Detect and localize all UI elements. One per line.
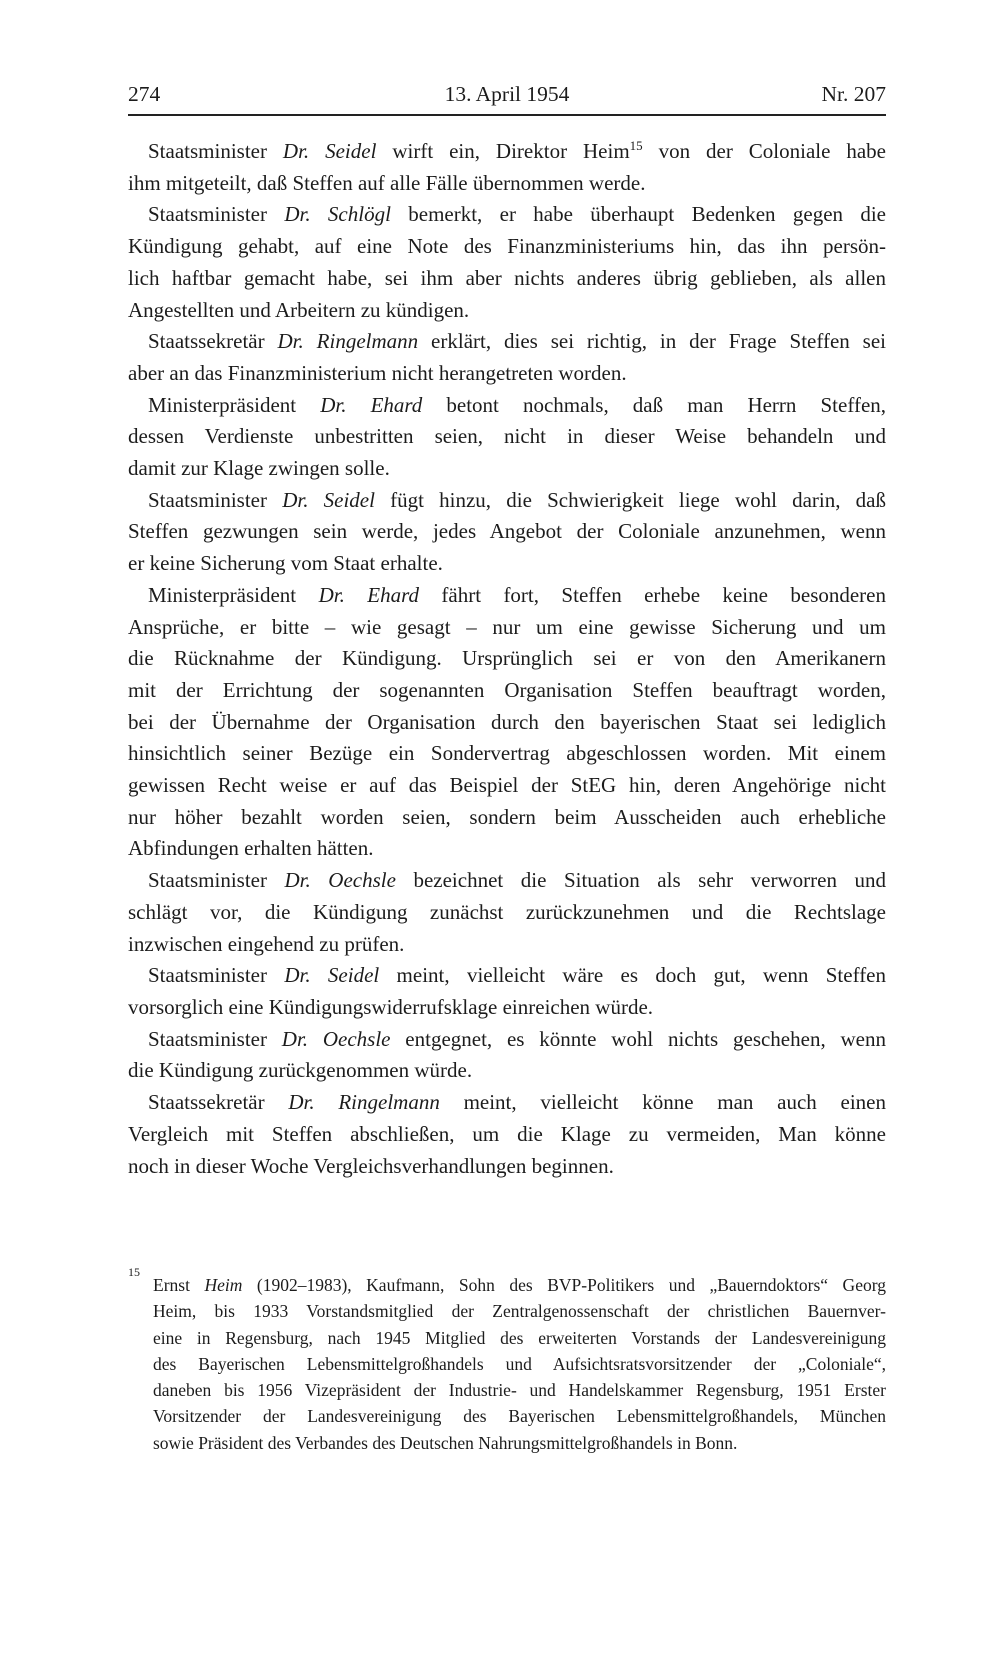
text-run: Angestellten und Arbeitern zu kündigen. <box>128 297 470 322</box>
text-line <box>128 485 886 517</box>
speaker-name: Dr. Ringelmann <box>277 329 419 354</box>
text-run: Heim, bis 1933 Vorstandsmitglied der Zentralgenossenschaft der christlichen Bauernver- <box>153 1301 886 1322</box>
text-line <box>128 136 886 168</box>
paragraph <box>128 1024 886 1087</box>
text-run: Staatssekretär <box>148 1090 289 1115</box>
text-run: die Rücknahme der Kündigung. Ursprünglich sei er von den Amerikanern <box>128 646 886 671</box>
text-run: Ministerpräsident <box>148 582 319 607</box>
text-line <box>128 929 886 961</box>
text-run: bemerkt, er habe überhaupt Bedenken gegen die <box>390 202 886 227</box>
text-run: Ministerpräsident <box>148 392 321 417</box>
text-line <box>128 516 886 548</box>
text-run: Kündigung gehabt, auf eine Note des Finanzministeriums hin, das ihn persön- <box>128 234 886 259</box>
text-run: Abfindungen erhalten hätten. <box>128 836 374 861</box>
text-run: lich haftbar gemacht habe, sei ihm aber nichts anderes übrig geblieben, als allen <box>128 265 886 290</box>
text-run: des Bayerischen Lebensmittelgroßhandels und Aufsichtsratsvorsitzender der „Coloniale“, <box>153 1353 886 1374</box>
text-line <box>128 992 886 1024</box>
text-line <box>128 421 886 453</box>
text-run: (1902–1983), Kaufmann, Sohn des BVP-Politikers und „Bauerndoktors“ Georg <box>242 1275 886 1295</box>
text-run: wirft ein, Direktor Heim <box>376 139 630 163</box>
text-line <box>128 802 886 834</box>
text-line <box>128 453 886 485</box>
text-run: fährt fort, Steffen erhebe keine besonderen <box>418 582 886 607</box>
text-line <box>128 390 886 422</box>
text-run: mit der Errichtung der sogenannten Organisation Steffen beauftragt worden, <box>128 677 886 702</box>
text-run: Vorsitzender der Landesvereinigung des Bayerischen Lebensmittelgroßhandels, München <box>153 1406 886 1427</box>
header-issue-number: Nr. 207 <box>821 82 886 106</box>
body-text <box>128 136 886 1182</box>
footnote-line <box>153 1298 886 1324</box>
paragraph <box>128 1087 886 1182</box>
text-run: daneben bis 1956 Vizepräsident der Industrie- und Handelskammer Regensburg, 1951 Erster <box>153 1380 886 1401</box>
text-run: damit zur Klage zwingen solle. <box>128 456 390 481</box>
text-line <box>128 643 886 675</box>
speaker-name: Dr. Ehard <box>320 392 423 417</box>
text-line <box>128 358 886 390</box>
text-run: Staatsminister <box>148 139 283 163</box>
speaker-name: Dr. Seidel <box>282 139 377 163</box>
text-run: sowie Präsident des Verbandes des Deutschen Nahrungsmittelgroßhandels in Bonn. <box>153 1432 738 1453</box>
speaker-name: Dr. Ehard <box>318 582 419 607</box>
text-line <box>128 707 886 739</box>
text-line <box>128 960 886 992</box>
speaker-name: Dr. Seidel <box>282 487 375 512</box>
text-run: die Kündigung zurückgenommen würde. <box>128 1058 473 1083</box>
text-line <box>128 897 886 929</box>
footnote-line <box>153 1403 886 1429</box>
text-run: Staatsminister <box>148 202 285 227</box>
text-run: nur höher bezahlt worden seien, sondern beim Ausscheiden auch erhebliche <box>128 804 886 829</box>
speaker-name: Dr. Oechsle <box>284 868 396 893</box>
header-date: 13. April 1954 <box>444 82 570 106</box>
text-line <box>128 548 886 580</box>
text-run: Ansprüche, er bitte – wie gesagt – nur um eine gewisse Sicherung und um <box>128 614 886 639</box>
text-line <box>128 865 886 897</box>
text-run: entgegnet, es könnte wohl nichts geschehen, wenn <box>390 1026 886 1051</box>
text-line <box>128 263 886 295</box>
text-line <box>128 1024 886 1056</box>
page-header <box>128 82 886 114</box>
footnote-line <box>153 1430 886 1456</box>
text-line <box>128 612 886 644</box>
footnote-line <box>153 1351 886 1377</box>
footnote-reference: 15 <box>629 138 643 153</box>
text-run: betont nochmals, daß man Herrn Steffen, <box>422 392 887 417</box>
paragraph <box>128 326 886 389</box>
text-run: inzwischen eingehend zu prüfen. <box>128 931 405 956</box>
text-run: Vergleich mit Steffen abschließen, um die Klage zu vermeiden, Man könne <box>128 1121 886 1146</box>
paragraph <box>128 865 886 960</box>
text-run: gewissen Recht weise er auf das Beispiel der StEG hin, deren Angehörige nicht <box>128 773 886 798</box>
footnote-section <box>128 1265 886 1456</box>
paragraph <box>128 580 886 865</box>
speaker-name: Heim <box>204 1275 243 1295</box>
text-run: erklärt, dies sei richtig, in der Frage Steffen sei <box>418 329 886 354</box>
text-line <box>128 833 886 865</box>
text-run: meint, vielleicht könne man auch einen <box>439 1090 887 1115</box>
paragraph <box>128 136 886 199</box>
text-line <box>128 199 886 231</box>
text-line <box>128 168 886 200</box>
text-run: meint, vielleicht wäre es doch gut, wenn Steffen <box>379 963 887 988</box>
text-run: Staatsminister <box>148 868 285 893</box>
text-line <box>128 580 886 612</box>
text-run: Staatssekretär <box>148 329 278 354</box>
text-run: schlägt vor, die Kündigung zunächst zurückzunehmen und die Rechtslage <box>128 899 886 924</box>
page-number: 274 <box>128 82 161 106</box>
text-run: eine in Regensburg, nach 1945 Mitglied des erweiterten Vorstands der Landesvereinigung <box>153 1327 886 1348</box>
text-run: hinsichtlich seiner Bezüge ein Sondervertrag abgeschlossen worden. Mit einem <box>128 741 886 766</box>
text-run: bezeichnet die Situation als sehr verworren und <box>395 868 886 893</box>
footnote-line <box>153 1325 886 1351</box>
paragraph <box>128 960 886 1023</box>
text-run: aber an das Finanzministerium nicht herangetreten worden. <box>128 360 627 385</box>
text-run: bei der Übernahme der Organisation durch den bayerischen Staat sei lediglich <box>128 709 886 734</box>
text-line <box>128 1087 886 1119</box>
text-line <box>128 1119 886 1151</box>
text-run: Staatsminister <box>148 487 283 512</box>
footnote-line <box>153 1272 886 1298</box>
text-run: er keine Sicherung vom Staat erhalte. <box>128 551 443 576</box>
speaker-name: Dr. Ringelmann <box>288 1090 440 1115</box>
text-line <box>128 770 886 802</box>
text-line <box>128 1055 886 1087</box>
speaker-name: Dr. Oechsle <box>281 1026 391 1051</box>
text-run: noch in dieser Woche Vergleichsverhandlungen beginnen. <box>128 1153 614 1178</box>
text-line <box>128 738 886 770</box>
paragraph <box>128 485 886 580</box>
text-line <box>128 295 886 327</box>
text-run: fügt hinzu, die Schwierigkeit liege wohl darin, daß <box>374 487 886 512</box>
text-run: vorsorglich eine Kündigungswiderrufsklage einreichen würde. <box>128 994 654 1019</box>
paragraph <box>128 390 886 485</box>
text-line <box>128 675 886 707</box>
text-run: Steffen gezwungen sein werde, jedes Angebot der Coloniale anzunehmen, wenn <box>128 519 886 544</box>
speaker-name: Dr. Seidel <box>284 963 380 988</box>
text-run: dessen Verdienste unbestritten seien, nicht in dieser Weise behandeln und <box>128 424 886 449</box>
text-run: Ernst <box>153 1275 205 1295</box>
text-run: von der Coloniale habe <box>642 139 886 163</box>
paragraph <box>128 199 886 326</box>
footnote-line <box>153 1377 886 1403</box>
text-run: Staatsminister <box>148 1026 282 1051</box>
footnote-body: 15 Ernst Heim (1902–1983), Kaufmann, Sohn des BVP-Politikers und „Bauerndoktors“ Georg Heim, bis 1933 Vorstandsmitglied der Zentralgenossenschaft der christlichen Bauernver- eine in Regensburg, nach 1945 Mitglied des erweiterten Vorstands der Landesvereinigung des Bayerischen Lebensmittelgroßhandels und Aufsichtsratsvorsitzender der „Coloniale“, daneben bis 1956 Vizepräsident der Industrie- und Handelskammer Regensburg, 1951 Erster Vorsitzender der Landesvereinigung des Bayerischen Lebensmittelgroßhandels, München sowie Präsident des Verbandes des Deutschen Nahrungsmittelgroßhandels in Bonn. <box>153 1272 886 1456</box>
text-line <box>128 1151 886 1183</box>
text-run: Staatsminister <box>148 963 285 988</box>
text-line <box>128 231 886 263</box>
text-run: ihm mitgeteilt, daß Steffen auf alle Fälle übernommen werde. <box>128 170 646 195</box>
speaker-name: Dr. Schlögl <box>284 202 391 227</box>
header-rule <box>128 114 886 116</box>
text-line <box>128 326 886 358</box>
